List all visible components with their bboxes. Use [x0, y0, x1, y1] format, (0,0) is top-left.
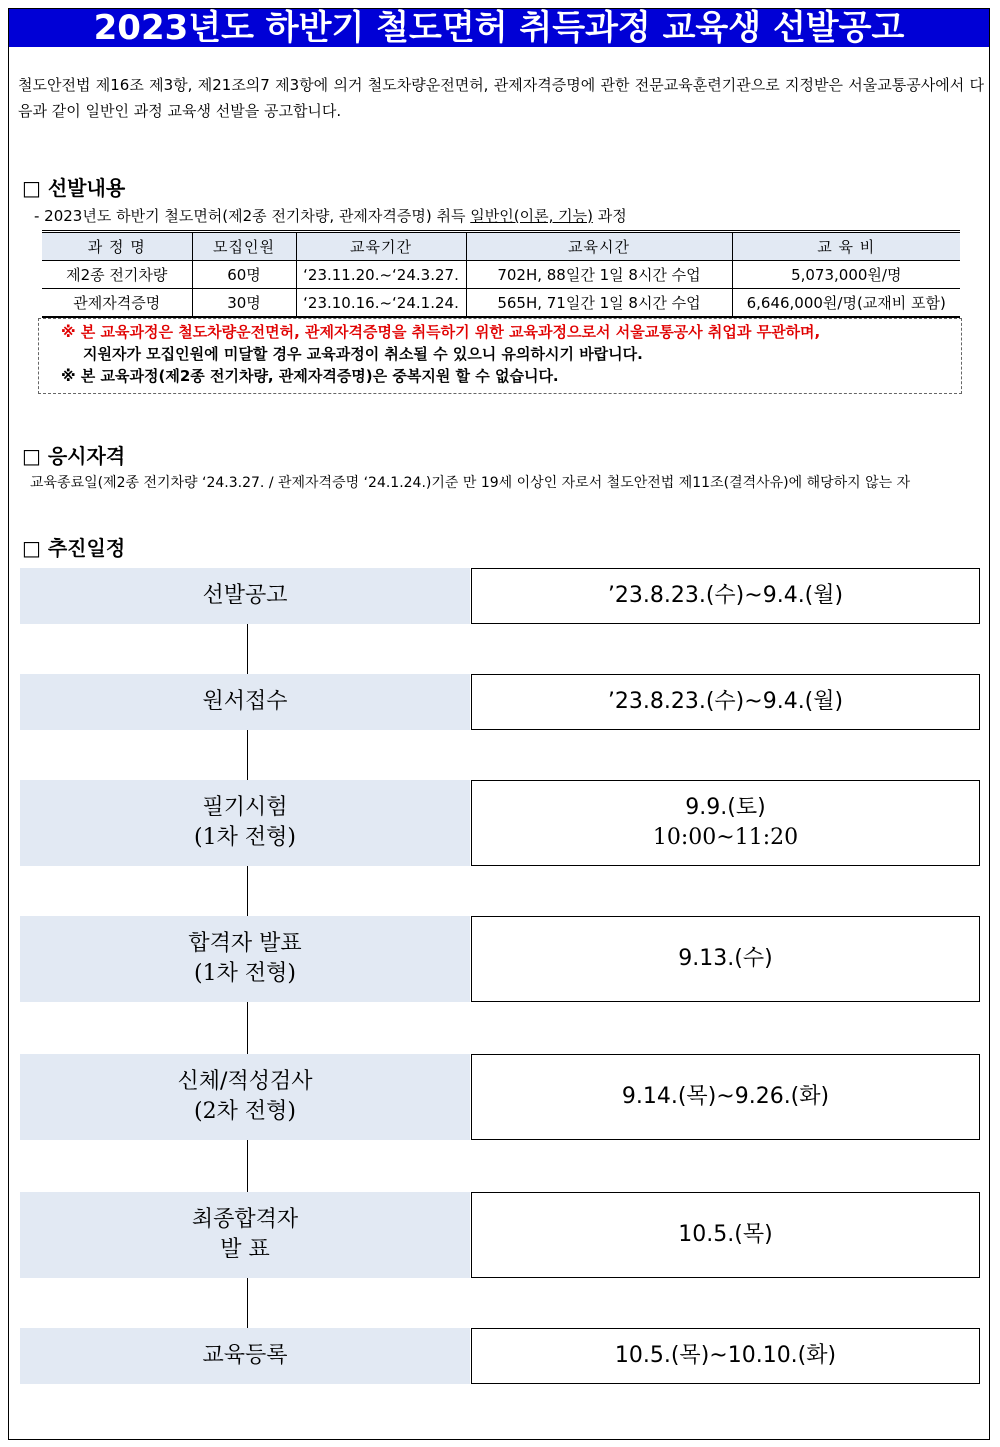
- notice-line-duplicate: ※ 본 교육과정(제2종 전기차량, 관제자격증명)은 중복지원 할 수 없습니다.: [61, 367, 559, 385]
- step-date-text: 10.5.(목)~10.10.(화): [614, 1343, 837, 1368]
- step-subtitle: (1차 전형): [194, 961, 296, 986]
- schedule-step-date: [471, 780, 980, 866]
- step-title: 선발공고: [202, 583, 288, 608]
- notice-box: [38, 318, 962, 394]
- schedule-step-date: [471, 1328, 980, 1384]
- section-heading-schedule: □ 추진일정: [22, 536, 126, 560]
- timeline-connector: [247, 866, 248, 916]
- step-title: 최종합격자: [191, 1207, 299, 1232]
- timeline-connector: [247, 1002, 248, 1054]
- step-date-text: 9.9.(토): [685, 795, 766, 820]
- table-cell: 제2종 전기차량: [42, 261, 192, 289]
- table-cell: 60명: [192, 261, 296, 289]
- step-time-text: 10:00~11:20: [652, 825, 799, 850]
- schedule-step-date: [471, 916, 980, 1002]
- table-cell: 30명: [192, 289, 296, 318]
- table-header-cell: 교육시간: [466, 232, 732, 261]
- section-heading-selection: □ 선발내용: [22, 176, 126, 200]
- step-date-text: 10.5.(목): [678, 1222, 773, 1247]
- schedule-step-label: [20, 916, 470, 1002]
- table-cell: 6,646,000원/명(교재비 포함): [732, 289, 960, 318]
- schedule-step-label: [20, 1054, 470, 1140]
- notice-line-warning: ※ 본 교육과정은 철도차량운전면허, 관제자격증명을 취득하기 위한 교육과정으로서 서울교통공사 취업과 무관하며,: [61, 323, 821, 341]
- step-title: 신체/적성검사: [177, 1069, 313, 1094]
- schedule-step-date: [471, 674, 980, 730]
- step-subtitle: 발 표: [220, 1237, 270, 1262]
- step-date-text: 9.13.(수): [678, 946, 773, 971]
- selection-summary-suffix: 과정: [592, 207, 627, 225]
- schedule-step-label: [20, 780, 470, 866]
- schedule-step-date: [471, 1054, 980, 1140]
- step-date-text: ’23.8.23.(수)~9.4.(월): [607, 689, 844, 714]
- table-row: [42, 289, 960, 318]
- timeline-connector: [247, 624, 248, 674]
- step-date-text: 9.14.(목)~9.26.(화): [621, 1084, 830, 1109]
- table-header-cell: 교육기간: [296, 232, 466, 261]
- table-cell: 565H, 71일간 1일 8시간 수업: [466, 289, 732, 318]
- step-title: 합격자 발표: [188, 931, 302, 956]
- selection-summary-prefix: - 2023년도 하반기 철도면허(제2종 전기차량, 관제자격증명) 취득: [34, 207, 471, 225]
- section-heading-qualification: □ 응시자격: [22, 444, 126, 468]
- schedule-step-date: [471, 568, 980, 624]
- timeline-connector: [247, 1140, 248, 1192]
- table-row: [42, 261, 960, 289]
- step-title: 교육등록: [202, 1343, 288, 1368]
- table-header-cell: 과 정 명: [42, 232, 192, 261]
- selection-summary-line: [34, 205, 627, 226]
- timeline-connector: [247, 1278, 248, 1328]
- step-title: 필기시험: [202, 795, 288, 820]
- step-subtitle: (2차 전형): [194, 1099, 296, 1124]
- table-cell: ‘23.11.20.~‘24.3.27.: [296, 261, 466, 289]
- qualification-text: 교육종료일(제2종 전기차량 ‘24.3.27. / 관제자격증명 ‘24.1.24.)기준 만 19세 이상인 자로서 철도안전법 제11조(결격사유)에 해당하지 않는 자: [30, 475, 911, 491]
- table-cell: ‘23.10.16.~‘24.1.24.: [296, 289, 466, 318]
- schedule-step-label: [20, 1328, 470, 1384]
- step-date-text: ’23.8.23.(수)~9.4.(월): [607, 583, 844, 608]
- table-header-cell: 모집인원: [192, 232, 296, 261]
- table-header-cell: 교 육 비: [732, 232, 960, 261]
- timeline-connector: [247, 730, 248, 780]
- step-title: 원서접수: [202, 689, 288, 714]
- schedule-step-label: [20, 1192, 470, 1278]
- intro-paragraph: 철도안전법 제16조 제3항, 제21조의7 제3항에 의거 철도차량운전면허, 관제자격증명에 관한 전문교육훈련기관으로 지정받은 서울교통공사에서 다음과 같이 일반인 과정 교육생 선발을 공고합니다.: [18, 76, 984, 120]
- table-cell: 관제자격증명: [42, 289, 192, 318]
- table-header-row: [42, 232, 960, 261]
- schedule-step-label: [20, 568, 470, 624]
- page-title: 2023년도 하반기 철도면허 취득과정 교육생 선발공고: [9, 9, 989, 47]
- step-subtitle: (1차 전형): [194, 825, 296, 850]
- schedule-step-date: [471, 1192, 980, 1278]
- selection-summary-underlined: 일반인(이론, 기능): [470, 207, 593, 225]
- table-cell: 5,073,000원/명: [732, 261, 960, 289]
- course-table: [42, 230, 960, 318]
- notice-line-cancel: 지원자가 모집인원에 미달할 경우 교육과정이 취소될 수 있으니 유의하시기 바랍니다.: [83, 345, 643, 363]
- table-cell: 702H, 88일간 1일 8시간 수업: [466, 261, 732, 289]
- schedule-step-label: [20, 674, 470, 730]
